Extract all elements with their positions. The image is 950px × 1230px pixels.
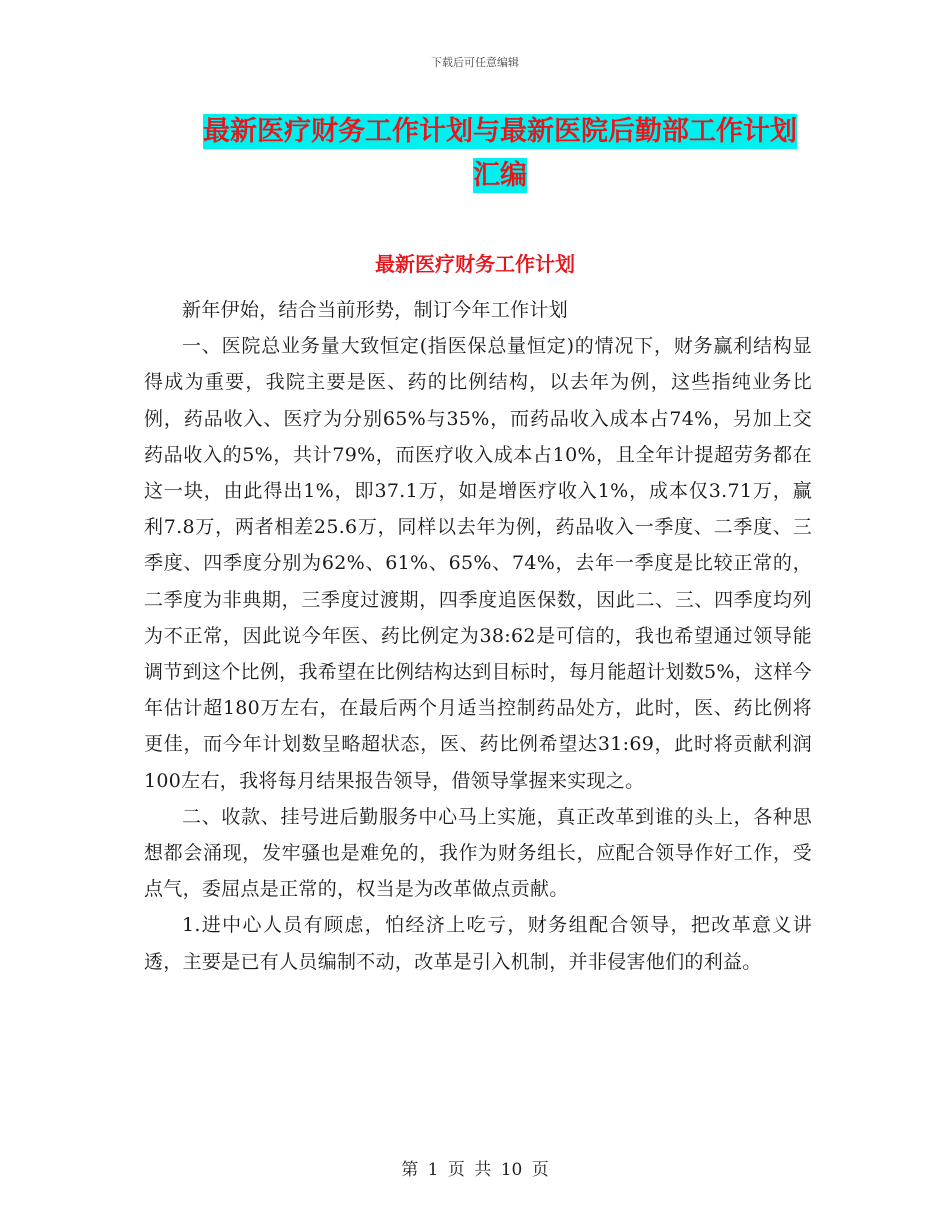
page-header-note: 下载后可任意编辑 <box>431 56 519 69</box>
document-body <box>144 292 812 980</box>
section-title: 最新医疗财务工作计划 <box>375 252 575 276</box>
page-footer: 第 1 页 共 10 页 <box>401 1160 549 1180</box>
document-title-text: 最新医疗财务工作计划与最新医院后勤部工作计划汇编 <box>203 116 797 191</box>
document-title <box>190 110 810 198</box>
paragraph-section-2: 二、收款、挂号进后勤服务中心马上实施，真正改革到谁的头上，各种思想都会涌现，发牢骚也是难免的，我作为财务组长，应配合领导作好工作，受点气，委屈点是正常的，权当是为改革做点贡献。 <box>144 805 812 901</box>
paragraph-intro: 新年伊始，结合当前形势，制订今年工作计划 <box>182 299 569 321</box>
paragraph-item-1: 1.进中心人员有顾虑，怕经济上吃亏，财务组配合领导，把改革意义讲透，主要是已有人员编制不动，改革是引入机制，并非侵害他们的利益。 <box>144 914 812 973</box>
paragraph-section-1: 一、医院总业务量大致恒定(指医保总量恒定)的情况下，财务赢利结构显得成为重要，我院主要是医、药的比例结构，以去年为例，这些指纯业务比例，药品收入、医疗为分别65%与35%，而药品收入成本占74%，另加上交药品收入的5%，共计79%，而医疗收入成本占10%，且全年计提超劳务都在这一块，由此得出1%，即37.1万，如是增医疗收入1%，成本仅3.71万，赢利7.8万，两者相差25.6万，同样以去年为例，药品收入一季度、二季度、三季度、四季度分别为62%、61%、65%、74%，去年一季度是比较正常的，二季度为非典期，三季度过渡期，四季度追医保数，因此二、三、四季度均列为不正常，因此说今年医、药比例定为38:62是可信的，我也希望通过领导能调节到这个比例，我希望在比例结构达到目标时，每月能超计划数5%，这样今年估计超180万左右，在最后两个月适当控制药品处方，此时，医、药比例将更佳，而今年计划数呈略超状态，医、药比例希望达31:69，此时将贡献利润100左右，我将每月结果报告领导，借领导掌握来实现之。 <box>144 335 812 792</box>
